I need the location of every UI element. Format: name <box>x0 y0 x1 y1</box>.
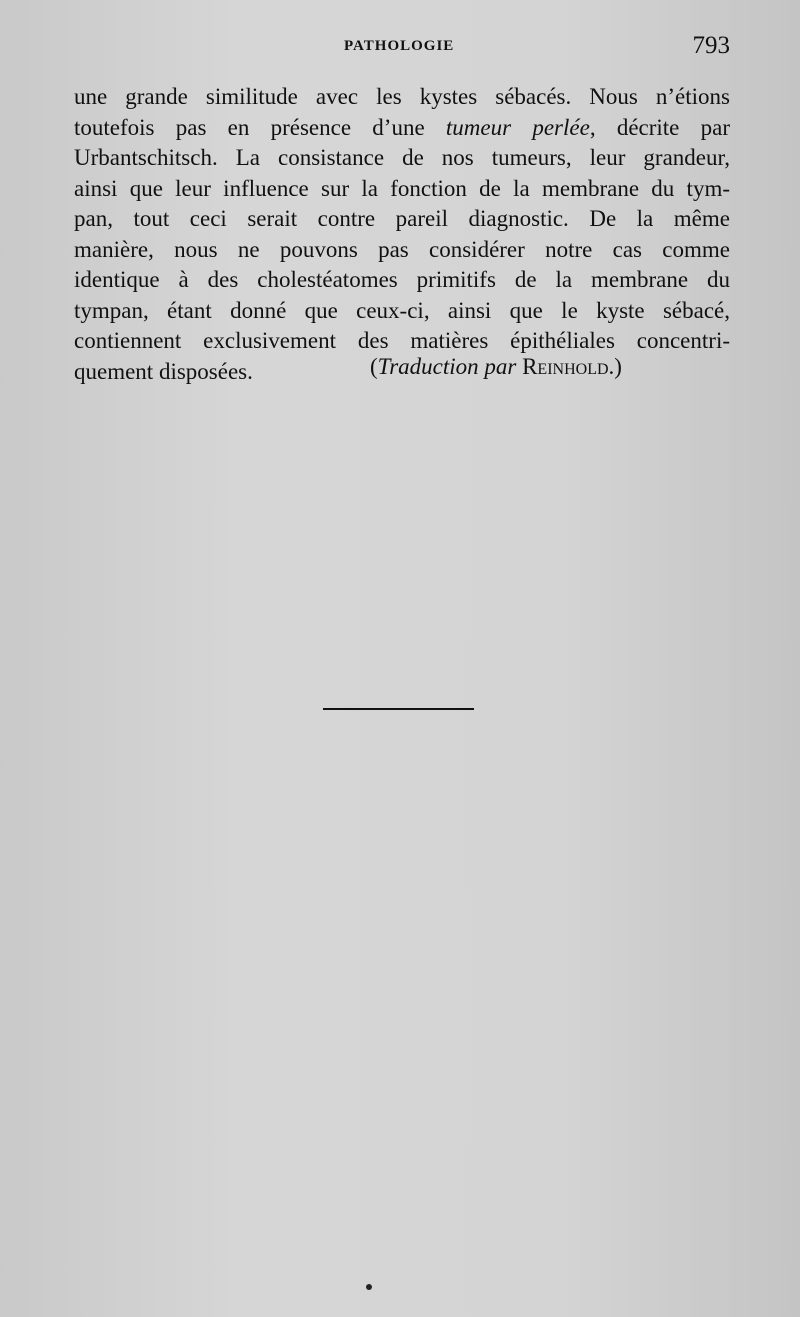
text-line: quement disposées. <box>74 358 253 384</box>
translation-credit <box>370 354 622 380</box>
italic-term: tumeur perlée <box>445 114 590 140</box>
text-line: Urbantschitsch. La consistance de nos tumeurs, leur grandeur, <box>74 145 730 170</box>
text-line <box>74 113 730 144</box>
text-line: une grande similitude avec les kystes sébacés. Nous n’étions <box>74 84 730 109</box>
body-paragraph <box>74 82 730 387</box>
text-line: pan, tout ceci serait contre pareil diagnostic. De la même <box>74 206 730 231</box>
text-line: identique à des cholestéatomes primitifs de la membrane du <box>74 267 730 292</box>
page-number: 793 <box>692 32 730 59</box>
text-segment: toutefois pas en présence d’une <box>74 114 446 140</box>
credit-intro: Traduction par <box>377 354 517 379</box>
ink-dot <box>366 1284 372 1290</box>
text-line: ainsi que leur influence sur la fonction de la membrane du tym- <box>74 175 730 201</box>
close-paren: ) <box>614 354 622 379</box>
text-line: manière, nous ne pouvons pas considérer notre cas comme <box>74 236 730 262</box>
section-end-rule <box>323 708 474 710</box>
text-line: contiennent exclusivement des matières épithéliales concentri- <box>74 328 730 353</box>
running-title: PATHOLOGIE <box>344 38 455 54</box>
text-segment: , décrite par <box>589 114 730 140</box>
translator-name: Reinhold. <box>522 354 615 379</box>
running-header <box>74 32 730 66</box>
open-paren: ( <box>370 354 378 379</box>
text-line: tympan, étant donné que ceux-ci, ainsi que le kyste sébacé, <box>74 297 730 323</box>
